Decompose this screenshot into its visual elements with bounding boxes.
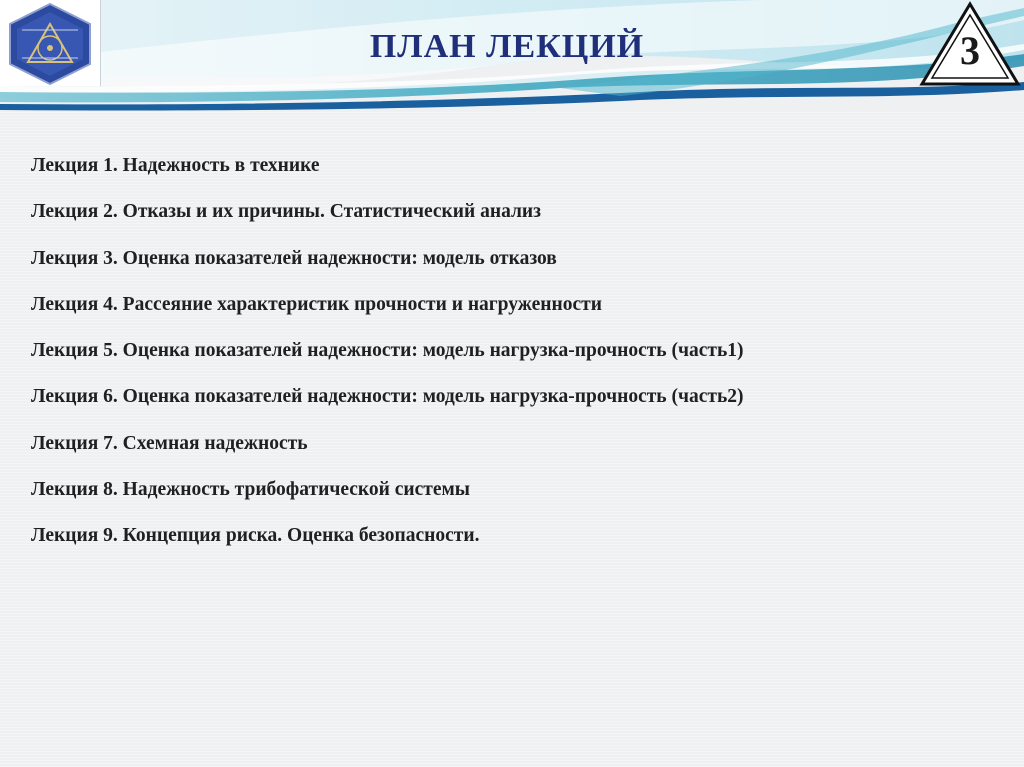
list-item-lecture-5: Лекция 5. Оценка показателей надежности: модель нагрузка-прочность (часть1) (31, 340, 744, 362)
slide-number: 3 (960, 28, 980, 73)
list-item-lecture-3: Лекция 3. Оценка показателей надежности: модель отказов (31, 247, 557, 269)
lecture-list (31, 143, 1011, 560)
page-title: ПЛАН ЛЕКЦИЙ (369, 28, 645, 65)
list-item-lecture-7: Лекция 7. Схемная надежность (31, 432, 308, 454)
list-item-lecture-9: Лекция 9. Концепция риска. Оценка безопасности. (31, 525, 480, 547)
list-item-lecture-2: Лекция 2. Отказы и их причины. Статистический анализ (31, 201, 541, 223)
list-item-lecture-8: Лекция 8. Надежность трибофатической системы (31, 479, 471, 501)
list-item-lecture-4: Лекция 4. Рассеяние характеристик прочности и нагруженности (31, 293, 602, 315)
list-item-lecture-6: Лекция 6. Оценка показателей надежности: модель нагрузка-прочность (часть2) (31, 386, 744, 408)
list-item-lecture-1: Лекция 1. Надежность в технике (31, 155, 320, 176)
